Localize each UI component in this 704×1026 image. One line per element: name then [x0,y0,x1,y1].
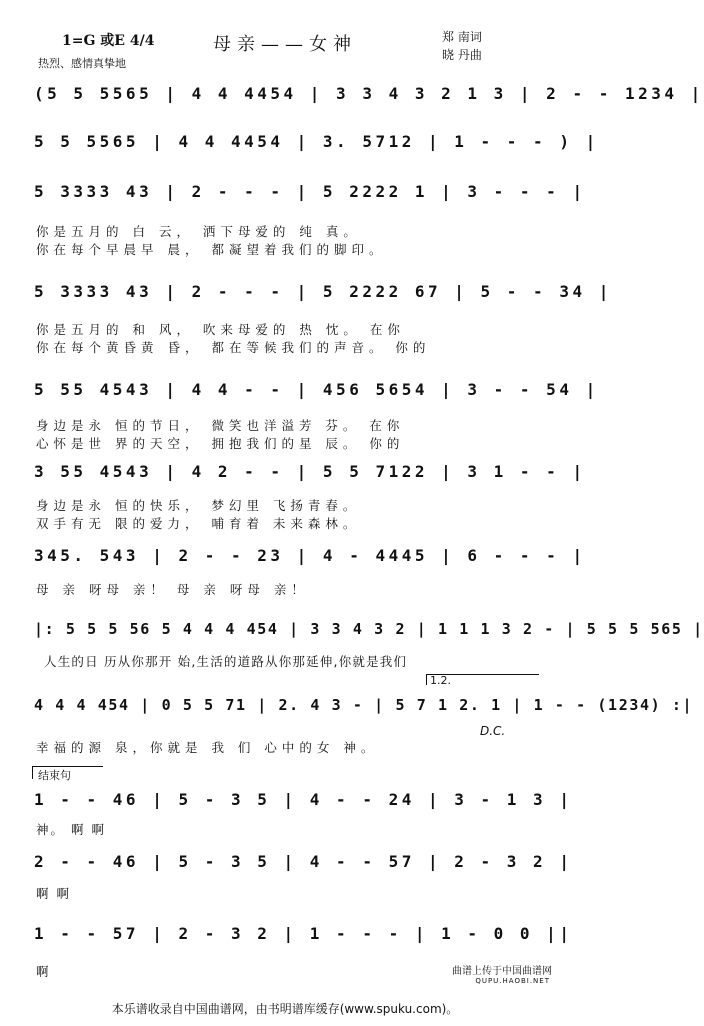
lyric-row-7: 母 亲 呀母 亲！ 母 亲 呀母 亲！ [36,582,309,597]
key-signature: 1=G 或E 4/4 [62,33,155,49]
lyric-row-3-verse-1: 你是五月的 白 云， 洒下母爱的 纯 真。 [36,224,361,239]
staff-row-10 [30,784,573,818]
staff-row-11 [30,846,573,880]
staff-row-7 [30,540,586,574]
lyric-row-4-verse-1: 你是五月的 和 风， 吹来母爱的 热 忱。 在你 [36,322,405,337]
song-title: 母亲——女神 [213,34,357,55]
lyric-row-11: 啊 啊 [36,886,71,901]
notation-row-5: 5 55 4543 | 4 4 - - | 456 5654 | 3 - - 54 | [34,380,599,399]
notation-row-1: (5 5 5565 | 4 4 4454 | 3 3 4 3 2 1 3 | 2 - - 1234 | [34,84,704,103]
staff-row-8 [30,614,704,648]
staff-row-2 [30,126,599,160]
mood-marking: 热烈、感情真挚地 [38,57,126,70]
source-credit: 本乐谱收录自中国曲谱网，由书明谱库缓存(www.spuku.com)。 [111,1002,459,1016]
lyric-row-6-verse-1: 身边是永 恒的快乐， 梦幻里 飞扬青春。 [36,498,361,513]
lyric-row-3-verse-2: 你在每个早晨早 晨， 都凝望着我们的脚印。 [36,242,387,257]
staff-row-12 [30,918,573,952]
notation-row-7: 345. 543 | 2 - - 23 | 4 - 4445 | 6 - - - | [34,546,586,565]
lyric-row-9: 幸福的源 泉，你就是 我 们 心中的女 神。 [36,740,379,755]
notation-row-11: 2 - - 46 | 5 - 3 5 | 4 - - 57 | 2 - 3 2 | [34,852,573,871]
lyric-row-10: 神。 啊 啊 [36,822,106,837]
notation-row-10: 1 - - 46 | 5 - 3 5 | 4 - - 24 | 3 - 1 3 | [34,790,573,809]
staff-row-1 [30,78,704,112]
ending-section-marker [32,766,71,782]
lyric-row-12: 啊 [36,964,51,979]
staff-row-3 [30,176,586,210]
lyric-row-6-verse-2: 双手有无 限的爱力， 哺育着 未来森林。 [36,516,361,531]
notation-row-3: 5 3333 43 | 2 - - - | 5 2222 1 | 3 - - - | [34,182,586,201]
lyric-row-4-verse-2: 你在每个黄昏黄 昏， 都在等候我们的声音。 你的 [36,340,431,355]
staff-row-6 [30,456,586,490]
volta-bracket [430,674,451,687]
staff-row-9 [30,690,694,724]
notation-row-8: |: 5 5 5 56 5 4 4 4 454 | 3 3 4 3 2 | 1 1 1 3 2 - | 5 5 5 565 | [34,620,704,638]
notation-row-6: 3 55 4543 | 4 2 - - | 5 5 7122 | 3 1 - - | [34,462,586,481]
site-watermark-cn: 曲谱上传于中国曲谱网 [452,966,552,977]
composer-credit: 晓 丹曲 [442,48,482,62]
notation-row-12: 1 - - 57 | 2 - 3 2 | 1 - - - | 1 - 0 0 || [34,924,573,943]
ending-label: 结束句 [38,769,71,782]
lyricist-credit: 郑 南词 [442,30,482,44]
notation-row-2: 5 5 5565 | 4 4 4454 | 3. 5712 | 1 - - - ) | [34,132,599,151]
da-capo-marker: D.C. [480,724,506,738]
staff-row-4 [30,276,612,310]
lyric-row-8: 人生的日 历从你那开 始,生活的道路从你那延伸,你就是我们 [44,654,408,669]
notation-row-4: 5 3333 43 | 2 - - - | 5 2222 67 | 5 - - 34 | [34,282,612,301]
volta-number: 1.2. [430,674,451,687]
staff-row-5 [30,374,599,408]
lyric-row-5-verse-2: 心怀是世 界的天空， 拥抱我们的星 辰。 你的 [36,436,405,451]
notation-row-9: 4 4 4 454 | 0 5 5 71 | 2. 4 3 - | 5 7 1 2. 1 | 1 - - (1234) :| [34,696,694,714]
site-watermark-url: QUPU.HAOBI.NET [475,977,550,985]
lyric-row-5-verse-1: 身边是永 恒的节日， 微笑也洋溢芳 芬。 在你 [36,418,405,433]
